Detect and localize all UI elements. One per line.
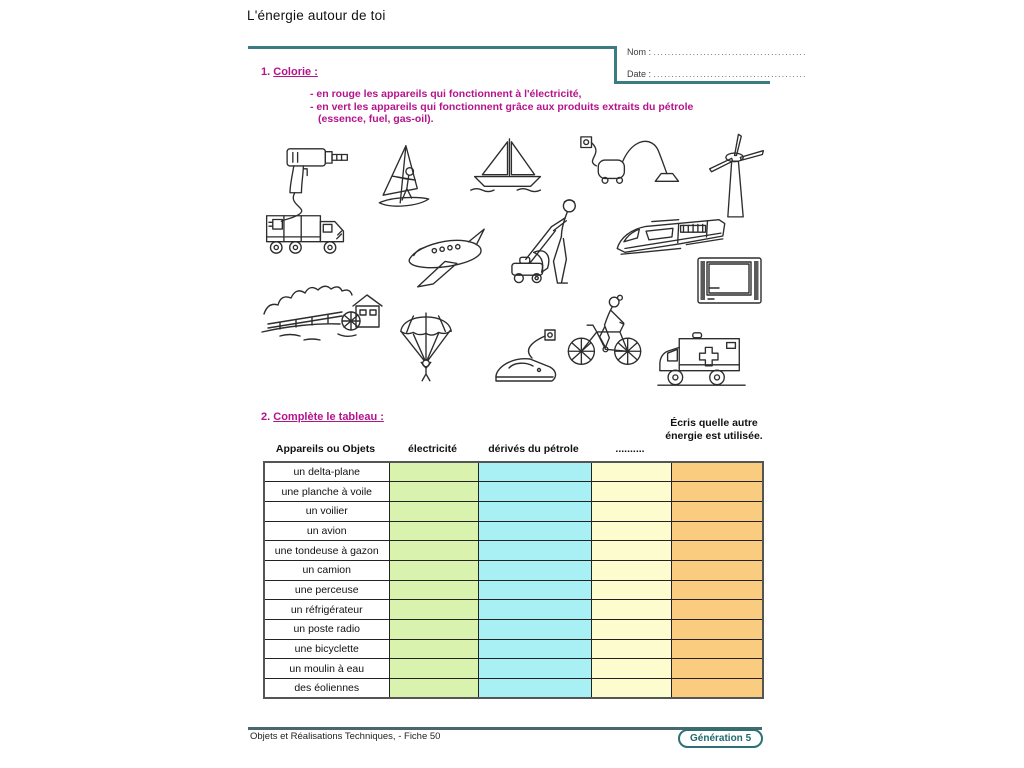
date-label: Date : (627, 69, 652, 79)
row-label: un poste radio (264, 620, 389, 640)
instruction-line-3: (essence, fuel, gas-oil). (318, 113, 434, 125)
row-label: une perceuse (264, 580, 389, 600)
cell-autre-energie[interactable] (671, 462, 763, 482)
cell-petrole[interactable] (478, 541, 591, 561)
table-row (264, 521, 763, 541)
header-rule-vertical (614, 46, 617, 84)
section2-number: 2. (261, 411, 271, 423)
table-row (264, 580, 763, 600)
windsurf-illustration (366, 142, 442, 218)
cell-dots[interactable] (591, 600, 671, 620)
cell-dots[interactable] (591, 659, 671, 679)
column-header-dots: .......... (615, 443, 645, 455)
table-row (264, 560, 763, 580)
vacuum-cleaner-illustration (576, 133, 694, 191)
cell-electricite[interactable] (389, 639, 478, 659)
instruction-line-1: - en rouge les appareils qui fonctionnent à l'électricité, (310, 88, 582, 100)
cell-electricite[interactable] (389, 679, 478, 699)
section2-title: Complète le tableau : (273, 411, 384, 423)
table-row (264, 462, 763, 482)
cell-petrole[interactable] (478, 600, 591, 620)
worksheet-title: L'énergie autour de toi (247, 8, 386, 23)
cell-petrole[interactable] (478, 560, 591, 580)
cell-autre-energie[interactable] (671, 580, 763, 600)
cell-petrole[interactable] (478, 462, 591, 482)
cell-autre-energie[interactable] (671, 600, 763, 620)
section1-number: 1. (261, 66, 271, 78)
row-label: un camion (264, 560, 389, 580)
cell-electricite[interactable] (389, 521, 478, 541)
row-label: un voilier (264, 501, 389, 521)
cell-autre-energie[interactable] (671, 482, 763, 502)
cell-dots[interactable] (591, 620, 671, 640)
cell-electricite[interactable] (389, 580, 478, 600)
date-field[interactable]: ........................................... (653, 69, 807, 79)
cell-dots[interactable] (591, 639, 671, 659)
bicycle-illustration (564, 292, 646, 370)
row-label: une planche à voile (264, 482, 389, 502)
section1-heading (261, 66, 318, 78)
footer-text: Objets et Réalisations Techniques, - Fiche 50 (250, 731, 441, 742)
column-header-electricite: électricité (407, 443, 458, 455)
cell-dots[interactable] (591, 541, 671, 561)
header-rule-bottom (614, 81, 770, 84)
cell-electricite[interactable] (389, 659, 478, 679)
cell-petrole[interactable] (478, 521, 591, 541)
ambulance-illustration (656, 326, 748, 392)
row-label: un réfrigérateur (264, 600, 389, 620)
cell-petrole[interactable] (478, 679, 591, 699)
table-row (264, 600, 763, 620)
table-row (264, 659, 763, 679)
cell-dots[interactable] (591, 501, 671, 521)
cell-autre-energie[interactable] (671, 679, 763, 699)
cell-dots[interactable] (591, 482, 671, 502)
header-rule-top (248, 46, 616, 49)
tv-illustration (697, 257, 763, 307)
cell-petrole[interactable] (478, 580, 591, 600)
watermill-illustration (260, 278, 390, 350)
table-row (264, 541, 763, 561)
generation5-badge: Génération 5 (678, 729, 763, 748)
nom-field[interactable]: ........................................... (653, 47, 807, 57)
cell-autre-energie[interactable] (671, 560, 763, 580)
cell-autre-energie[interactable] (671, 521, 763, 541)
lawn-mower-illustration (506, 196, 600, 290)
cell-electricite[interactable] (389, 600, 478, 620)
cell-electricite[interactable] (389, 541, 478, 561)
cell-dots[interactable] (591, 560, 671, 580)
cell-petrole[interactable] (478, 501, 591, 521)
parachute-illustration (397, 306, 455, 382)
nom-label: Nom : (627, 47, 652, 57)
airplane-illustration (404, 226, 492, 290)
sailboat-illustration (466, 136, 550, 194)
cell-dots[interactable] (591, 580, 671, 600)
energy-table (263, 461, 764, 699)
row-label: un delta-plane (264, 462, 389, 482)
cell-electricite[interactable] (389, 560, 478, 580)
instruction-line-2: - en vert les appareils qui fonctionnent grâce aux produits extraits du pétrole (310, 100, 694, 113)
column-header-petrole: dérivés du pétrole (488, 443, 579, 455)
cell-autre-energie[interactable] (671, 501, 763, 521)
cell-electricite[interactable] (389, 620, 478, 640)
cell-dots[interactable] (591, 679, 671, 699)
table-row (264, 482, 763, 502)
wind-turbine-illustration (700, 131, 772, 225)
cell-electricite[interactable] (389, 482, 478, 502)
cell-autre-energie[interactable] (671, 639, 763, 659)
row-label: un moulin à eau (264, 659, 389, 679)
cell-electricite[interactable] (389, 501, 478, 521)
table-row (264, 679, 763, 699)
date-row (627, 69, 807, 79)
table-row (264, 639, 763, 659)
nom-row (627, 47, 807, 57)
cell-petrole[interactable] (478, 482, 591, 502)
cell-dots[interactable] (591, 462, 671, 482)
row-label: une bicyclette (264, 639, 389, 659)
cell-dots[interactable] (591, 521, 671, 541)
section2-heading (261, 411, 384, 423)
cell-petrole[interactable] (478, 639, 591, 659)
table-row (264, 620, 763, 640)
cell-petrole[interactable] (478, 659, 591, 679)
row-label: un avion (264, 521, 389, 541)
iron-illustration (492, 326, 562, 394)
cell-electricite[interactable] (389, 462, 478, 482)
cell-petrole[interactable] (478, 620, 591, 640)
column-header-objets: Appareils ou Objets (275, 443, 376, 455)
section1-title: Colorie : (273, 66, 318, 78)
train-illustration (612, 212, 730, 260)
truck-illustration (262, 210, 350, 258)
column-header-autre-energie: Écris quelle autre énergie est utilisée. (665, 417, 763, 442)
table-row (264, 501, 763, 521)
cell-autre-energie[interactable] (671, 659, 763, 679)
row-label: une tondeuse à gazon (264, 541, 389, 561)
cell-autre-energie[interactable] (671, 541, 763, 561)
row-label: des éoliennes (264, 679, 389, 699)
cell-autre-energie[interactable] (671, 620, 763, 640)
